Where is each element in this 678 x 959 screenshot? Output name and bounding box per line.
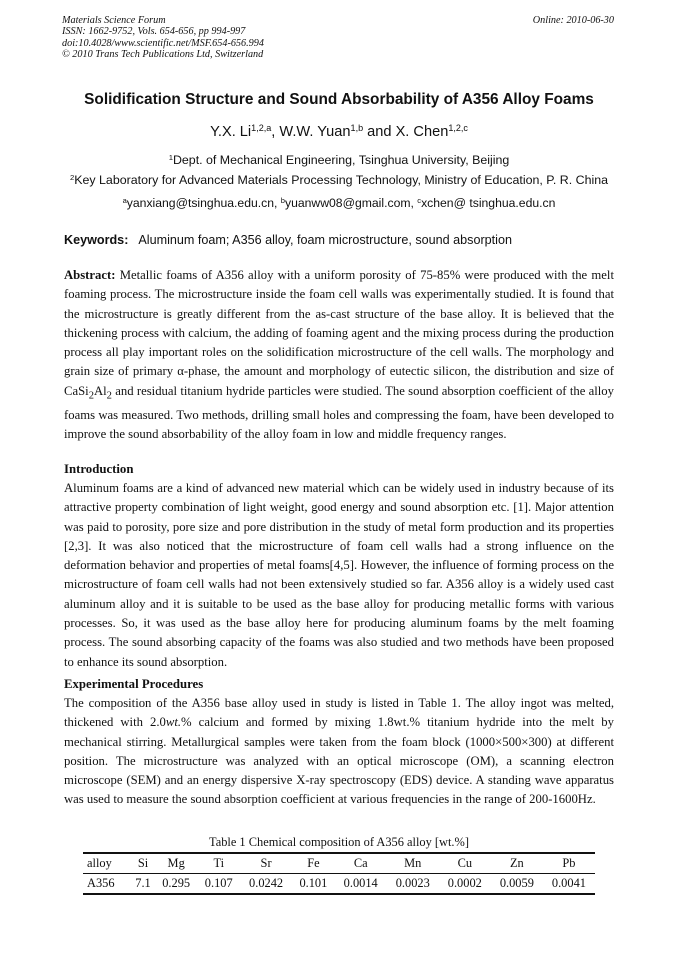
table-header-cell: Ti xyxy=(197,853,240,874)
table-header-cell: Ca xyxy=(335,853,387,874)
email-separator: , xyxy=(410,196,418,210)
table-header-cell: alloy xyxy=(83,853,131,874)
journal-header xyxy=(62,15,264,61)
author-conjunction: and xyxy=(363,124,396,140)
table-header-cell: Pb xyxy=(543,853,595,874)
email-address[interactable]: xchen@ tsinghua.edu.cn xyxy=(421,196,556,210)
abstract-text-tail: and residual titanium hydride particles were studied. The sound absorption coefficient of the alloy foams was measured. Two methods, drilling small holes and compressing the foam, have been developed to improve the sound absorbability of the alloy foam in low and middle frequency ranges. xyxy=(64,383,614,441)
table-cell: 0.0023 xyxy=(387,874,439,895)
affiliation-sup: 2 xyxy=(69,172,75,182)
abstract-label: Abstract: xyxy=(64,268,116,282)
email-separator: , xyxy=(274,196,281,210)
online-date: Online: 2010-06-30 xyxy=(532,15,614,26)
email-sup: c xyxy=(417,195,422,205)
table-cell: 0.0041 xyxy=(543,874,595,895)
table-header-cell: Mn xyxy=(387,853,439,874)
affiliation-text: Key Laboratory for Advanced Materials Processing Technology, Ministry of Education, P. R. China xyxy=(74,173,609,187)
table-cell: 0.0002 xyxy=(439,874,491,895)
table-header-cell: Mg xyxy=(155,853,198,874)
table-row xyxy=(83,874,595,895)
author-name: Y.X. Li xyxy=(210,124,252,140)
table-header-cell: Fe xyxy=(292,853,335,874)
table-cell: 0.295 xyxy=(155,874,198,895)
journal-name: Materials Science Forum xyxy=(62,15,166,26)
table-header-cell: Sr xyxy=(240,853,292,874)
abstract-subscript: 2 xyxy=(88,390,94,402)
composition-table xyxy=(83,852,595,895)
experimental-text-b: % calcium and formed by mixing 1.8wt.% titanium hydride into the melt by mechanical stirring. Metallurgical samples were taken from the foam block (1000×500×300) at different position. The microstructure was analyzed with an optical microscope (OM), a scanning electron microscope (SEM) and an energy dispersive X-ray spectroscopy (EDS) device. A standing wave apparatus was used to measure the sound absorption coefficient at various frequencies in the range of 200-1600Hz. xyxy=(64,715,614,807)
affiliation-sup: 1 xyxy=(168,152,173,162)
issn-line: ISSN: 1662-9752, Vols. 654-656, pp 994-997 xyxy=(62,26,246,38)
affiliation-2 xyxy=(0,173,678,187)
introduction-text: Aluminum foams are a kind of advanced new material which can be widely used in industry because of its attractive property combination of light weight, good energy and sound absorption etc. [1]. Major attention was paid to porosity, pore size and pore distribution in the study of metal form production and its properties [2,3]. It was also noticed that the microstructure of foam cell walls had a strong influence on the deformation behavior and properties of metal foams[4,5]. However, the influence of forming process on the microstructure of foam cell walls had not been extensively studied so far. A356 alloy is a widely used cast aluminum alloy and it is suitable to be used as the base alloy for producing metallic forms with various processes. So, it was used as the base alloy here for producing aluminum foams by the melt foaming process. The sound absorbing capacity of the foams was also studied and two methods have been proposed to enhance its sound absorption. xyxy=(64,481,614,669)
abstract xyxy=(64,266,614,444)
table-header-cell: Cu xyxy=(439,853,491,874)
experimental-text-a: The composition of the A356 base alloy used in study is listed in Table 1. The alloy ingot was melted, thickened with 2.0 xyxy=(64,696,614,730)
paper-title: Solidification Structure and Sound Absorbability of A356 Alloy Foams xyxy=(84,91,594,108)
affiliation-text: Dept. of Mechanical Engineering, Tsinghua University, Beijing xyxy=(172,153,510,167)
author-line xyxy=(0,124,678,140)
experimental-heading: Experimental Procedures xyxy=(64,677,204,691)
table-cell: 0.0242 xyxy=(240,874,292,895)
email-line xyxy=(0,196,678,210)
affiliation-1 xyxy=(0,153,678,167)
table-caption: Table 1 Chemical composition of A356 alloy [wt.%] xyxy=(209,835,469,849)
table-cell: 0.101 xyxy=(292,874,335,895)
author-name: W.W. Yuan xyxy=(279,124,351,140)
email-address[interactable]: yuanww08@gmail.com xyxy=(285,196,411,210)
experimental-italic: wt. xyxy=(165,715,182,730)
experimental-text xyxy=(64,694,614,810)
author-separator: , xyxy=(271,124,280,140)
copyright-line: © 2010 Trans Tech Publications Ltd, Switzerland xyxy=(62,49,264,61)
table-cell: 0.107 xyxy=(197,874,240,895)
keywords-text: Aluminum foam; A356 alloy, foam microstructure, sound absorption xyxy=(138,233,512,247)
abstract-text: Metallic foams of A356 alloy with a uniform porosity of 75-85% were produced with the melt foaming process. The microstructure inside the foam cell walls was experimentally studied. It is found that the microstructure is greatly different from the as-cast structure of the base alloy. It is believed that the thickening process with calcium, the adding of foaming agent and the mixing process during the production process all play important roles on the solidification microstructure of the cell walls. The morphology and grain size of primary α-phase, the amount and morphology of eutectic silicon, the distribution and size of CaSi xyxy=(64,268,614,398)
table-header-row xyxy=(83,853,595,874)
keywords xyxy=(64,233,512,247)
introduction-heading: Introduction xyxy=(64,462,134,476)
author-sup: 1,b xyxy=(350,123,364,134)
table-cell: 7.1 xyxy=(131,874,155,895)
doi-line: doi:10.4028/www.scientific.net/MSF.654-656.994 xyxy=(62,37,264,49)
email-sup: b xyxy=(280,195,285,205)
author-sup: 1,2,c xyxy=(448,123,468,134)
table-cell: A356 xyxy=(83,874,131,895)
email-sup: a xyxy=(122,195,127,205)
abstract-text-mid: Al xyxy=(93,383,107,398)
table-header-cell: Si xyxy=(131,853,155,874)
keywords-label: Keywords: xyxy=(64,233,129,247)
table-header-cell: Zn xyxy=(491,853,543,874)
email-address[interactable]: yanxiang@tsinghua.edu.cn xyxy=(126,196,275,210)
author-sup: 1,2,a xyxy=(251,123,272,134)
author-name: X. Chen xyxy=(395,124,449,140)
table-cell: 0.0059 xyxy=(491,874,543,895)
abstract-subscript: 2 xyxy=(106,390,112,402)
table-cell: 0.0014 xyxy=(335,874,387,895)
